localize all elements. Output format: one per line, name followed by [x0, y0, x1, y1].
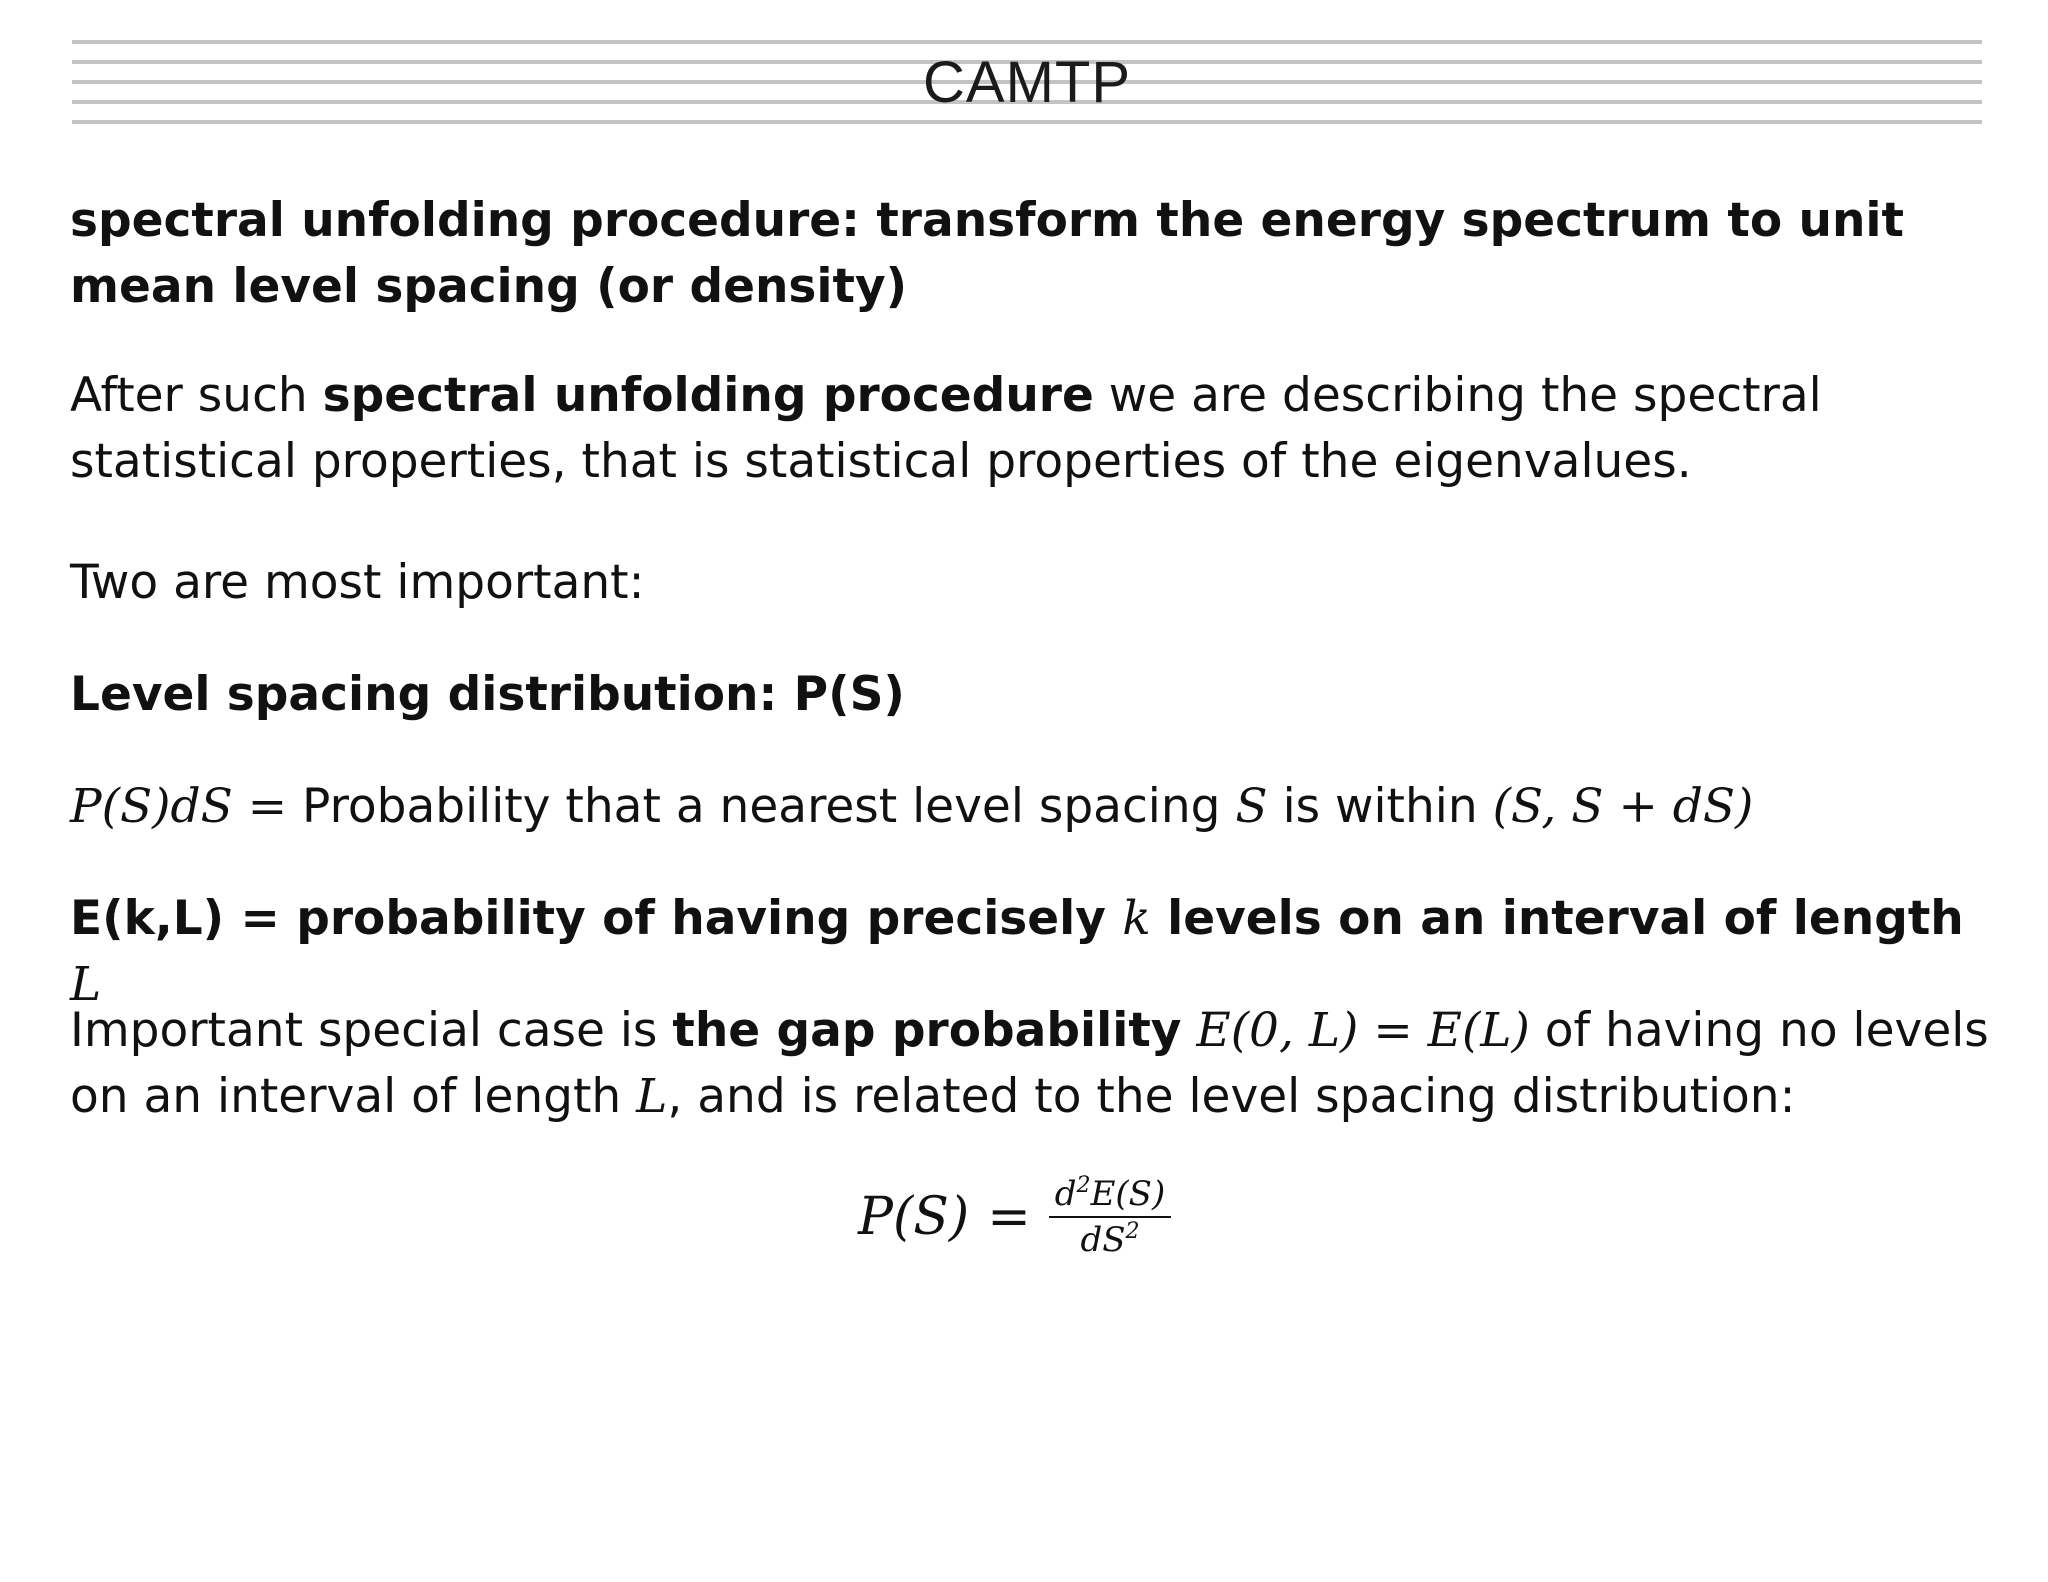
header-rule [72, 40, 1982, 44]
math-interval: (S, S + dS) [1492, 779, 1754, 834]
denominator-exponent: 2 [1125, 1217, 1140, 1244]
numerator-rest: E(S) [1090, 1174, 1166, 1214]
paragraph-text: of having no levels on an interval of length [70, 1003, 1989, 1124]
paragraph-text: Probability that a nearest level spacing [302, 779, 1236, 834]
paragraph-unfolding [70, 363, 1990, 495]
heading-text: levels on an interval of length [1150, 891, 1964, 946]
formula-lhs: P(S) [858, 1187, 970, 1247]
paragraph-gap-probability [70, 998, 1990, 1130]
math-s: S [1235, 779, 1268, 834]
math-equals: = [232, 779, 303, 834]
paragraph-text: , and is related to the level spacing distribution: [667, 1069, 1796, 1124]
math-l: L [636, 1069, 668, 1124]
formula-fraction [1049, 1171, 1171, 1260]
paragraph-text: Important special case is [70, 1003, 673, 1058]
header-rule [72, 120, 1982, 124]
formula-denominator [1080, 1218, 1139, 1260]
formula-equals: = [987, 1187, 1031, 1247]
math-psds: P(S)dS [70, 779, 233, 834]
heading-text: E(k,L) = probability of having precisely [70, 891, 1123, 946]
header-title: CAMTP [923, 50, 1131, 115]
math-gap: E(0, L) = E(L) [1196, 1003, 1530, 1058]
formula-ps [858, 1162, 1171, 1272]
numerator-d: d [1054, 1174, 1077, 1214]
paragraph-bold: spectral unfolding procedure [322, 368, 1094, 423]
formula-numerator [1049, 1171, 1171, 1218]
paragraph-bold: the gap probability [672, 1003, 1182, 1058]
paragraph-psds [70, 774, 1990, 840]
math-l: L [70, 957, 102, 1012]
heading-unfolding: spectral unfolding procedure: transform the energy spectrum to unit mean level spacing (or density) [70, 193, 1905, 314]
slide-header [72, 40, 1982, 132]
heading-level-spacing: Level spacing distribution: P(S) [70, 667, 905, 722]
paragraph-text: After such [70, 368, 323, 423]
math-k: k [1122, 891, 1151, 946]
paragraph-text: we are describing the spectral statistical properties, that is statistical properties of the eigenvalues. [70, 368, 1822, 489]
paragraph-text: is within [1267, 779, 1493, 834]
paragraph-two-important: Two are most important: [70, 555, 645, 610]
numerator-exponent: 2 [1076, 1171, 1091, 1198]
denominator-base: dS [1080, 1220, 1126, 1260]
